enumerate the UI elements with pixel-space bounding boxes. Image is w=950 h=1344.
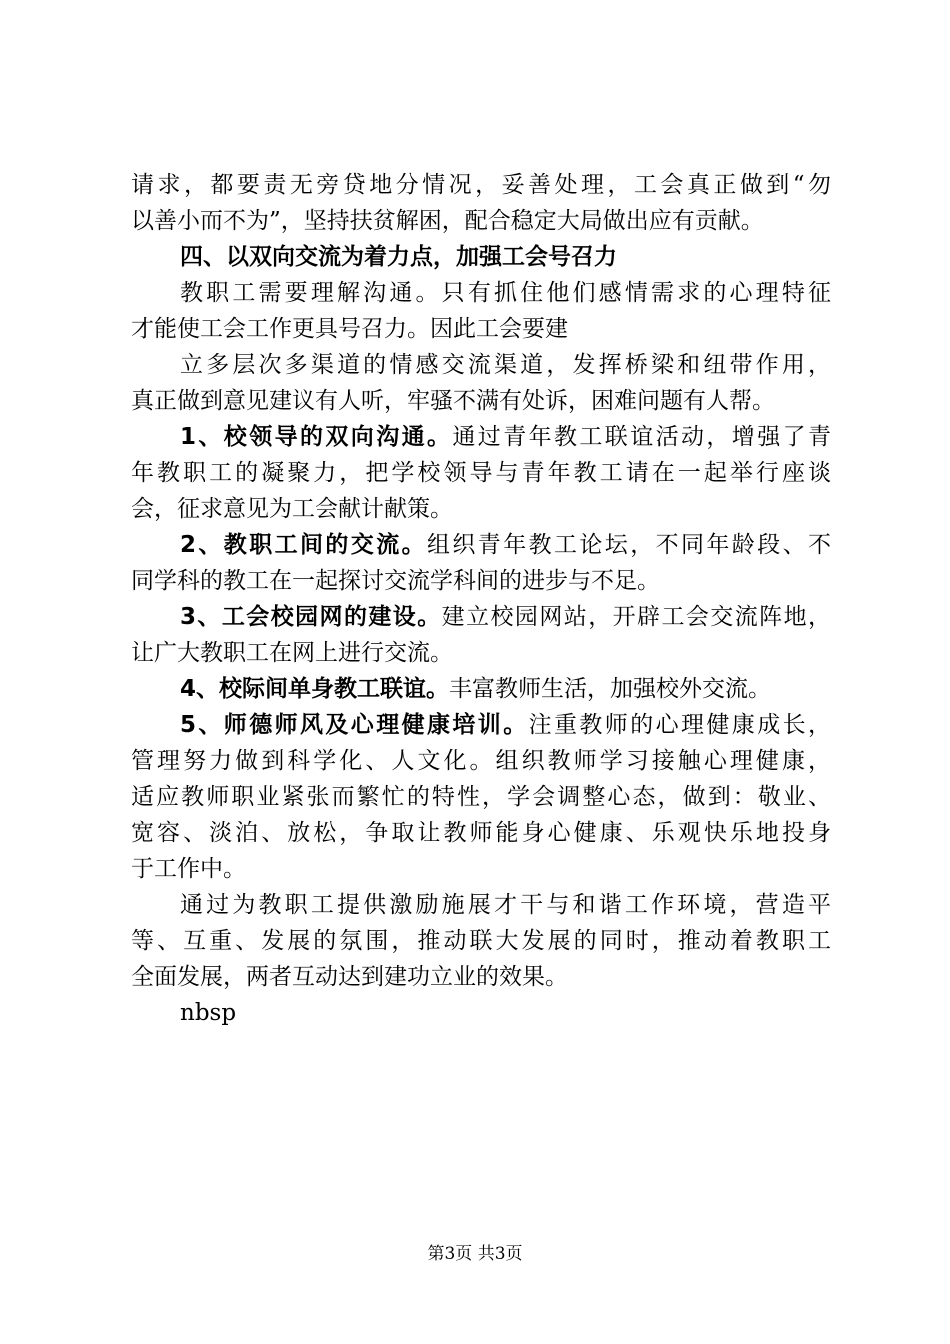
nbsp-text: nbsp — [180, 1000, 237, 1026]
list-item — [131, 671, 831, 707]
page-footer: 第3页 共3页 — [427, 1244, 523, 1264]
text-line: 于工作中。 — [131, 856, 246, 882]
list-item-title: 2、教职工间的交流。 — [180, 532, 427, 558]
list-item-title: 4、校际间单身教工联谊。 — [180, 676, 450, 702]
text-line: 以善小而不为”，坚持扶贫解困，配合稳定大局做出应有贡献。 — [131, 208, 764, 234]
text-line: 全面发展，两者互动达到建功立业的效果。 — [131, 964, 568, 990]
list-item-text: 建立校园网站，开辟工会交流阵地， — [441, 604, 831, 630]
text-line: 会，征求意见为工会献计献策。 — [131, 496, 453, 522]
document-body — [131, 167, 831, 1031]
text-line: 管理努力做到科学化、人文化。组织教师学习接触心理健康， — [131, 748, 831, 774]
list-item — [131, 527, 831, 563]
text-line: 让广大教职工在网上进行交流。 — [131, 640, 453, 666]
text-line: 年教职工的凝聚力，把学校领导与青年教工请在一起举行座谈 — [131, 460, 831, 486]
list-item-text: 通过青年教工联谊活动，增强了青 — [452, 424, 831, 450]
list-item-text: 组织青年教工论坛，不同年龄段、不 — [427, 532, 831, 558]
list-item-title: 1、校领导的双向沟通。 — [180, 424, 453, 450]
list-item-text: 丰富教师生活，加强校外交流。 — [449, 676, 772, 702]
list-item — [131, 707, 831, 743]
text-line: 才能使工会工作更具号召力。因此工会要建 — [131, 316, 568, 342]
text-line: 同学科的教工在一起探讨交流学科间的进步与不足。 — [131, 568, 660, 594]
text-line: 立多层次多渠道的情感交流渠道，发挥桥梁和纽带作用， — [180, 352, 831, 378]
text-line: 真正做到意见建议有人听，牢骚不满有处诉，困难问题有人帮。 — [131, 388, 775, 414]
text-line: 教职工需要理解沟通。只有抓住他们感情需求的心理特征 — [180, 280, 831, 306]
list-item-title: 3、工会校园网的建设。 — [180, 604, 442, 630]
text-line: 宽容、淡泊、放松，争取让教师能身心健康、乐观快乐地投身 — [131, 820, 831, 846]
text-line: 等、互重、发展的氛围，推动联大发展的同时，推动着教职工 — [131, 928, 831, 954]
text-line: 适应教师职业紧张而繁忙的特性，学会调整心态，做到：敬业、 — [131, 784, 831, 810]
list-item-title: 5、师德师风及心理健康培训。 — [180, 712, 529, 738]
list-item — [131, 419, 831, 455]
list-item-text: 注重教师的心理健康成长， — [528, 712, 832, 738]
section-heading: 四、以双向交流为着力点，加强工会号召力 — [180, 244, 617, 270]
text-line: 请求，都要责无旁贷地分情况，妥善处理，工会真正做到“勿 — [131, 172, 831, 198]
text-line: 通过为教职工提供激励施展才干与和谐工作环境，营造平 — [180, 892, 831, 918]
list-item — [131, 599, 831, 635]
